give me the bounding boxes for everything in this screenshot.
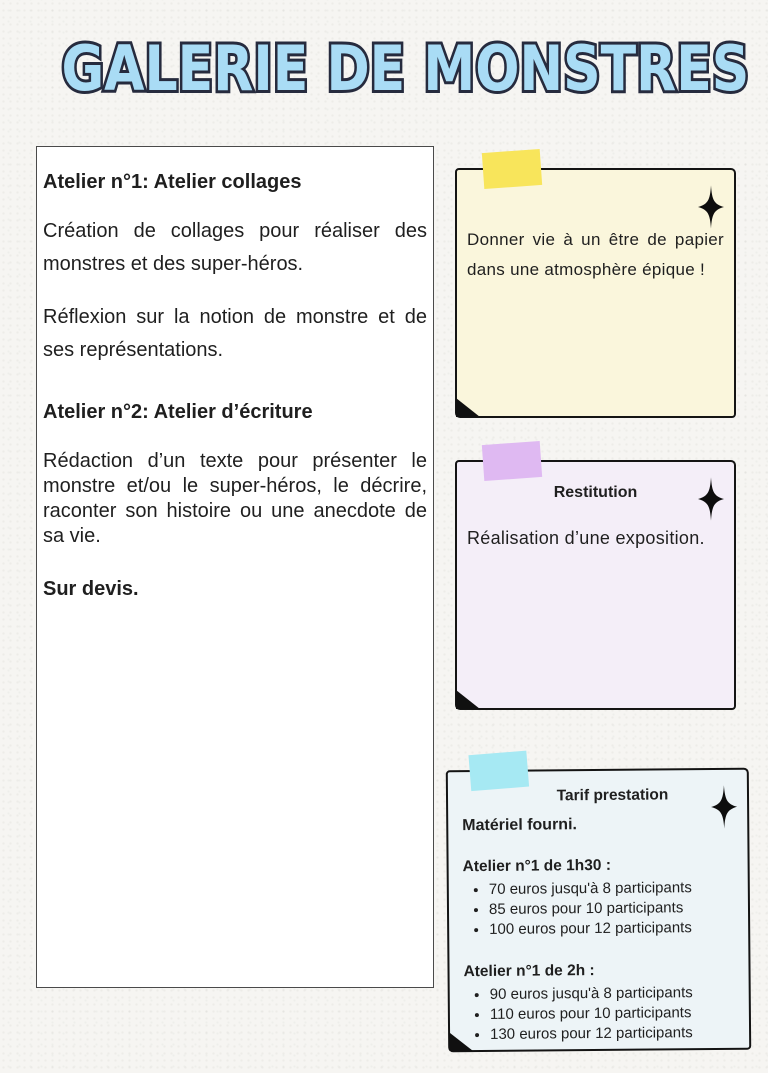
tape-strip-icon	[482, 149, 542, 189]
tariff-section-2-list	[464, 983, 736, 1045]
sticky-note-yellow	[455, 168, 736, 418]
tariff-item: • 90 euros jusqu'à 8 participants	[490, 983, 735, 1005]
tariff-item: • 130 euros pour 12 participants	[490, 1023, 735, 1045]
workshop-1-description: Création de collages pour réaliser des monstres et des super-héros.	[43, 220, 427, 275]
sparkle-icon	[698, 476, 724, 522]
tariff-item: • 110 euros pour 10 participants	[490, 1003, 735, 1025]
sticky-note-purple	[455, 460, 736, 710]
corner-fold-icon	[456, 398, 480, 417]
workshops-panel	[36, 146, 434, 988]
purple-note-text: Réalisation d’une exposition.	[467, 528, 705, 548]
tariff-item: • 70 euros jusqu'à 8 participants	[489, 878, 734, 900]
workshop-1-heading: Atelier n°1: Atelier collages	[43, 171, 302, 193]
corner-fold-icon	[456, 690, 480, 709]
tape-strip-icon	[482, 441, 542, 481]
sparkle-icon	[711, 784, 737, 830]
workshop-2-description: Rédaction d’un texte pour présenter le monstre et/ou le super-héros, le décrire, raconter son histoire ou une anecdote de sa vie.	[43, 450, 427, 547]
tariff-item: • 85 euros pour 10 participants	[489, 898, 734, 920]
sparkle-icon	[698, 184, 724, 230]
tariff-section-1-list	[463, 878, 735, 940]
tariff-section-1-heading: Atelier n°1 de 1h30 :	[462, 856, 612, 876]
tariff-content	[448, 770, 749, 1046]
workshop-1-reflection: Réflexion sur la notion de monstre et de ses représentations.	[43, 306, 427, 361]
pricing-note: Sur devis.	[43, 578, 139, 600]
sticky-note-blue-tariff	[446, 768, 751, 1053]
tariff-title: Tarif prestation	[556, 786, 669, 805]
yellow-note-text: Donner vie à un être de papier dans une atmosphère épique !	[467, 230, 724, 279]
tape-strip-icon	[468, 751, 529, 791]
tariff-section-2-heading: Atelier n°1 de 2h :	[463, 962, 595, 981]
workshop-2-heading: Atelier n°2: Atelier d’écriture	[43, 401, 313, 423]
tariff-item: • 100 euros pour 12 participants	[489, 918, 734, 940]
tariff-subtitle: Matériel fourni.	[462, 816, 578, 835]
purple-note-title: Restitution	[553, 484, 638, 501]
page-title: GALERIE DE MONSTRES	[61, 32, 750, 105]
